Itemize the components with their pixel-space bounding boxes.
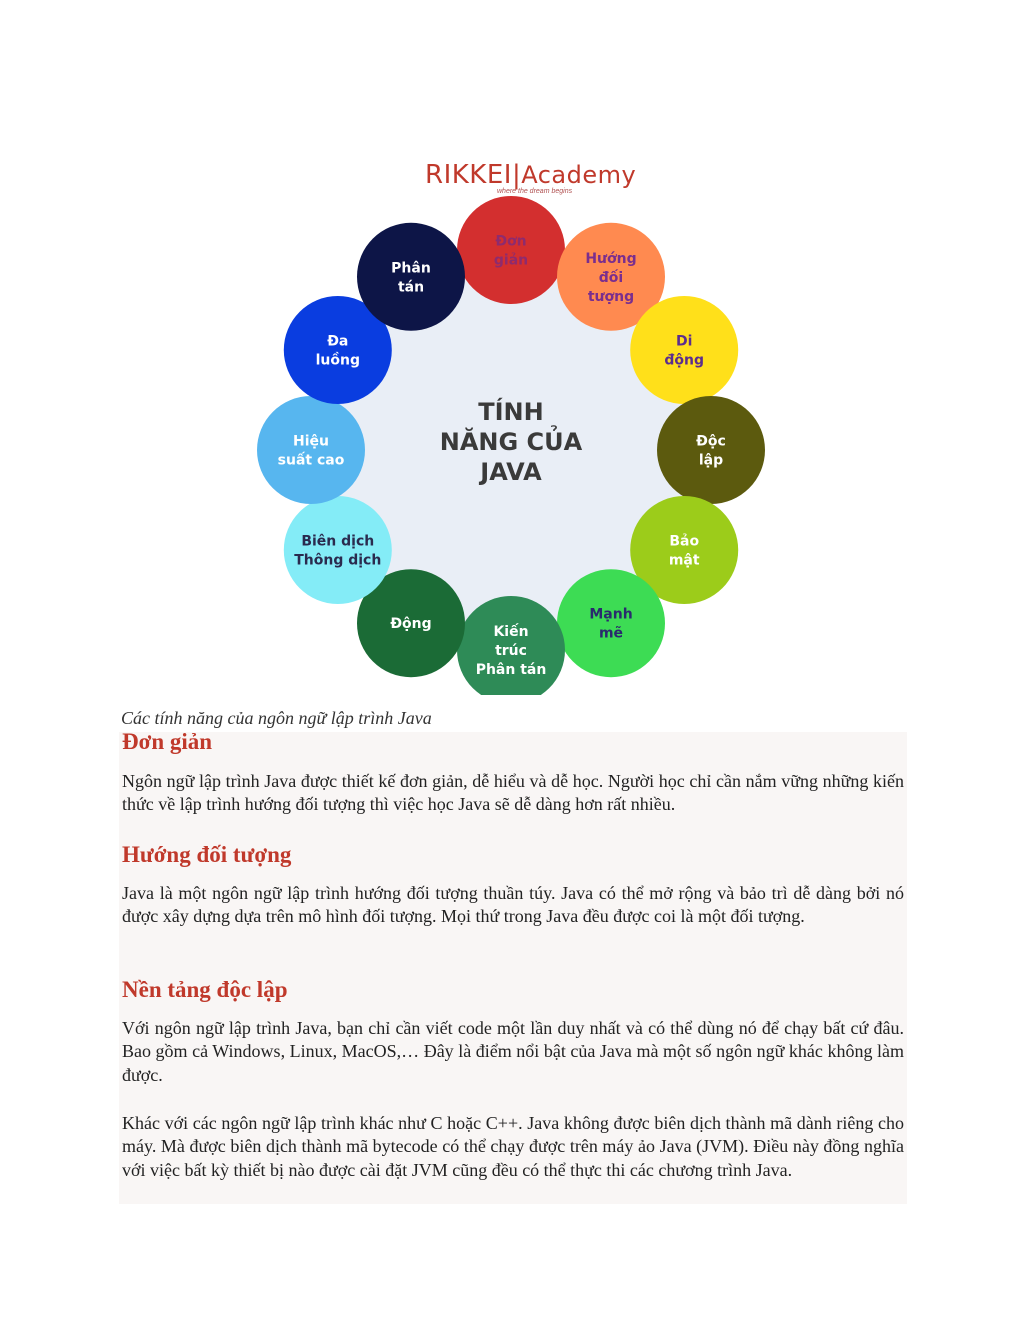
section-paragraph-platform-1: Với ngôn ngữ lập trình Java, bạn chỉ cần viết code một lần duy nhất và có thể dùng nó để chạy bất cứ đâu. Bao gồm cả Windows, Linux, MacOS,… Đây là điểm nổi bật của Java mà một số ngôn ngữ khác không làm được. — [122, 1018, 904, 1085]
feature-node — [557, 569, 665, 677]
section-heading-platform: Nền tảng độc lập — [122, 977, 288, 1002]
diagram-center-title: TÍNH NĂNG CỦA JAVA — [439, 398, 583, 486]
feature-node-circle — [657, 396, 765, 504]
feature-node — [457, 196, 565, 304]
logo-name: Academy — [521, 161, 637, 189]
feature-node — [657, 396, 765, 504]
feature-node-label: Động — [390, 616, 432, 633]
article-content — [119, 729, 907, 1204]
feature-node-label: Kiến trúc Phân tán — [475, 624, 547, 678]
java-features-figure — [250, 150, 770, 695]
section-paragraph-platform-2: Khác với các ngôn ngữ lập trình khác như C hoặc C++. Java không được biên dịch thành mã dành riêng cho máy. Mà được biên dịch thành mã bytecode có thể chạy được trên máy ảo Java (JVM). Điều này đồng nghĩa với việc bất kỳ thiết bị nào được cài đặt JVM cũng đều có thể thực thi các chương trình Java. — [122, 1113, 904, 1180]
features-diagram — [250, 150, 770, 695]
section-heading-oop: Hướng đối tượng — [122, 842, 292, 867]
logo-tagline: where the dream begins — [497, 188, 573, 195]
section-heading-simple: Đơn giản — [122, 729, 213, 754]
logo-brand: RIKKEI — [425, 160, 512, 190]
feature-node-label: Bảo mật — [668, 533, 700, 569]
feature-node-circle — [357, 223, 465, 331]
feature-node-label: Biên dịch Thông dịch — [294, 533, 382, 569]
feature-node-circle — [257, 396, 365, 504]
rikkei-academy-logo: RIKKEI|Academy where the dream begins — [425, 160, 637, 195]
feature-node — [630, 296, 738, 404]
feature-node-label: Phân tán — [391, 260, 431, 296]
section-paragraph-oop: Java là một ngôn ngữ lập trình hướng đối tượng thuần túy. Java có thể mở rộng và bảo trì dễ dàng bởi nó được xây dựng dựa trên mô hình đối tượng. Mọi thứ trong Java đều được coi là một đối tượng. — [122, 883, 904, 927]
feature-node-label: Đơn giản — [493, 233, 529, 269]
feature-node-circle — [284, 496, 392, 604]
feature-node-label: Hiệu suất cao — [277, 433, 345, 469]
feature-node-label: Đa luồng — [315, 333, 360, 369]
feature-node-circle — [457, 196, 565, 304]
feature-node — [284, 496, 392, 604]
section-paragraph-simple: Ngôn ngữ lập trình Java được thiết kế đơn giản, dễ hiểu và dễ học. Người học chỉ cần nắm vững những kiến thức về lập trình hướng đối tượng thì việc học Java sẽ dễ dàng hơn rất nhiều. — [122, 771, 904, 815]
feature-node-circle — [557, 569, 665, 677]
feature-node — [357, 223, 465, 331]
feature-node — [257, 396, 365, 504]
feature-node-label: Độc lập — [696, 433, 726, 469]
figure-caption: Các tính năng của ngôn ngữ lập trình Java — [121, 708, 432, 728]
feature-node-circle — [630, 296, 738, 404]
feature-node-label: Mạnh mẽ — [589, 606, 633, 642]
feature-node-label: Di động — [664, 333, 705, 369]
feature-node-label: Hướng đối tượng — [585, 250, 637, 305]
